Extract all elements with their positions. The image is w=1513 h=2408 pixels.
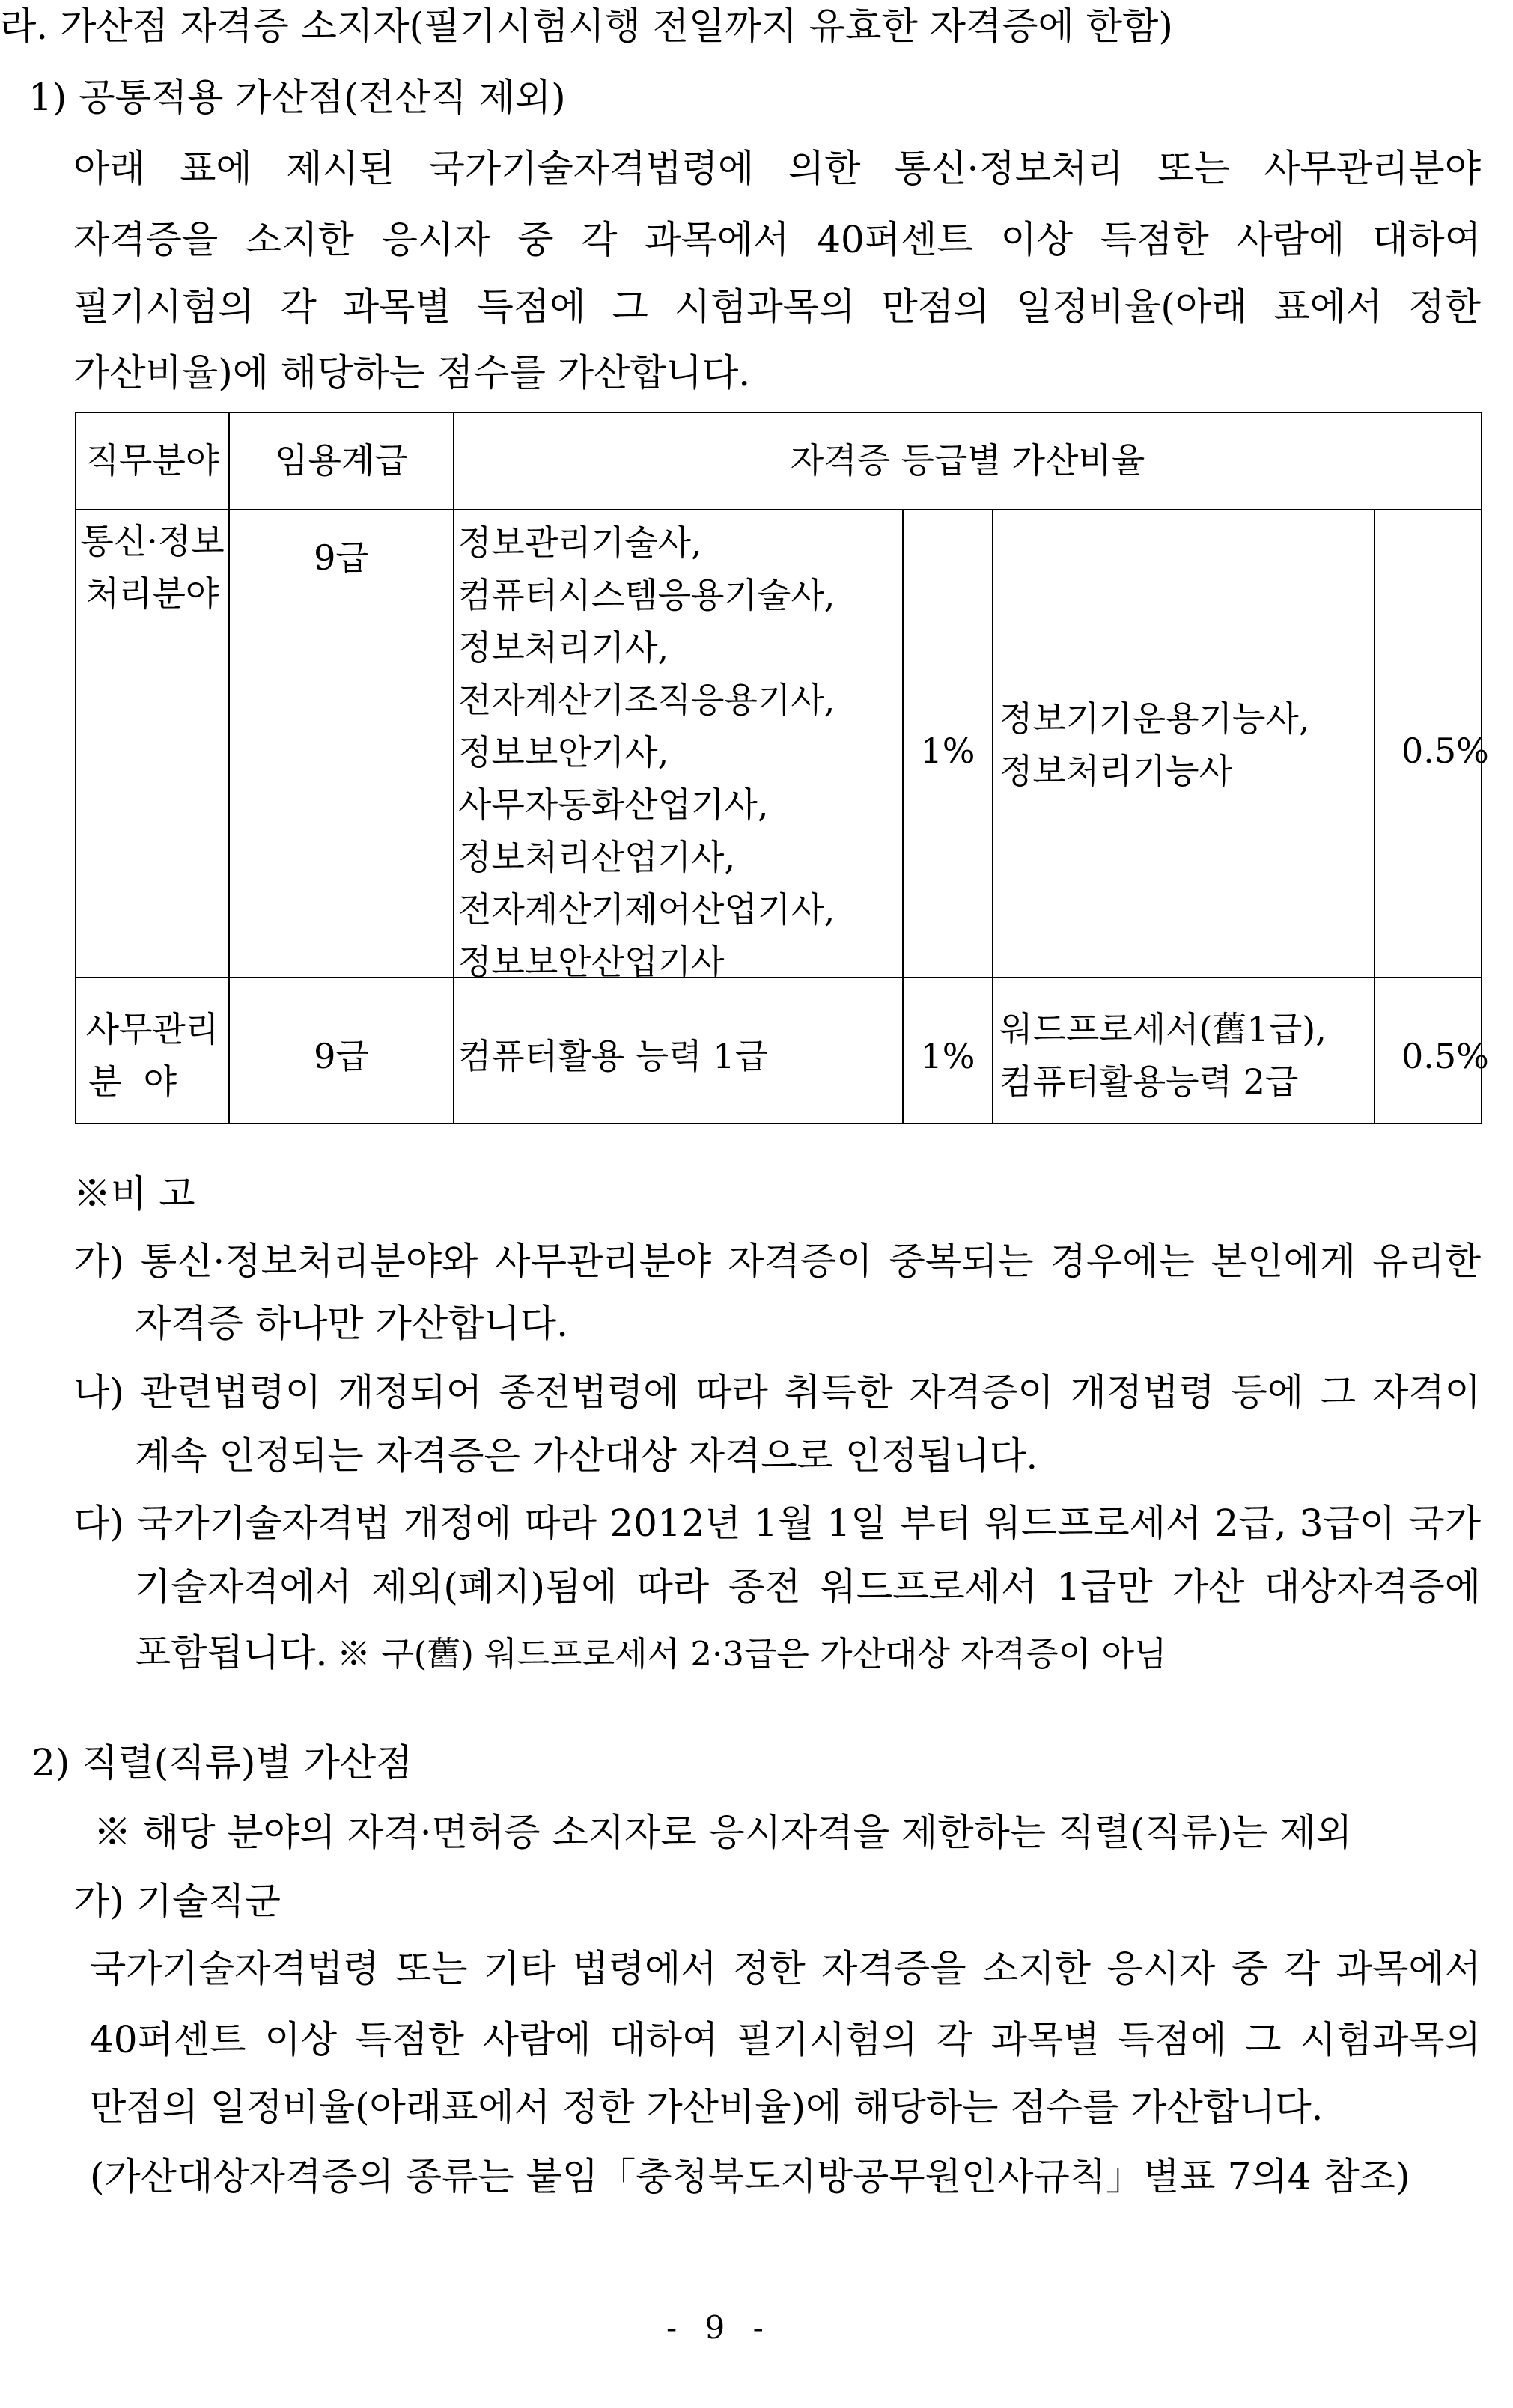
row2-field-line-1: 사무관리 bbox=[85, 1009, 219, 1049]
row2-grade: 9급 bbox=[314, 1036, 369, 1076]
row1-field-line-2: 처리분야 bbox=[85, 573, 219, 614]
common-para-line-1: 아래 표에 제시된 국가기술자격법령에 의한 통신·정보처리 또는 사무관리분야 bbox=[73, 147, 1481, 190]
header-grade: 임용계급 bbox=[275, 440, 408, 481]
row1-cert-a-1: 정보관리기술사, bbox=[458, 522, 702, 563]
table-col-divider-2 bbox=[453, 412, 454, 1124]
job-sub-heading: 가) 기술직군 bbox=[73, 1880, 281, 1923]
table-header-divider bbox=[75, 509, 1482, 510]
row1-cert-a-7: 정보처리산업기사, bbox=[458, 837, 736, 877]
table-col-divider-1 bbox=[228, 412, 230, 1124]
row1-cert-a-2: 컴퓨터시스템응용기술사, bbox=[458, 575, 835, 615]
bonus-ratio-table bbox=[75, 412, 1489, 1160]
row2-field-line-2: 분 야 bbox=[88, 1061, 177, 1102]
table-col-divider-4 bbox=[992, 509, 993, 1124]
table-row-divider bbox=[75, 977, 1482, 978]
row1-cert-a-9: 정보보안산업기사 bbox=[458, 942, 725, 982]
job-heading: 2) 직렬(직류)별 가산점 bbox=[31, 1741, 413, 1784]
row2-cert-b-1: 워드프로세서(舊1급), bbox=[999, 1009, 1327, 1049]
page-number: - 9 - bbox=[666, 2309, 773, 2346]
remark-da-line-1: 다) 국가기술자격법 개정에 따라 2012년 1월 1일 부터 워드프로세서 2급, 3급이 국가 bbox=[73, 1502, 1481, 1545]
job-para-line-1: 국가기술자격법령 또는 기타 법령에서 정한 자격증을 소지한 응시자 중 각 과목에서 bbox=[90, 1947, 1481, 1990]
remark-da-note: ※ 구(舊) 워드프로세서 2·3급은 가산대상 자격증이 아님 bbox=[337, 1634, 1167, 1674]
job-note: ※ 해당 분야의 자격·면허증 소지자로 응시자격을 제한하는 직렬(직류)는 제외 bbox=[94, 1811, 1353, 1854]
remarks-title: ※비 고 bbox=[73, 1172, 195, 1216]
remark-da-line-2: 기술자격에서 제외(폐지)됨에 따라 종전 워드프로세서 1급만 가산 대상자격증에 bbox=[135, 1565, 1481, 1609]
common-para-line-2: 자격증을 소지한 응시자 중 각 과목에서 40퍼센트 이상 득점한 사람에 대하여 bbox=[73, 218, 1481, 261]
row2-cert-a-1: 컴퓨터활용 능력 1급 bbox=[458, 1036, 768, 1076]
row1-cert-b-1: 정보기기운용기능사, bbox=[999, 698, 1310, 739]
row1-cert-a-5: 정보보안기사, bbox=[458, 732, 669, 772]
job-para-line-4: (가산대상자격증의 종류는 붙임「충청북도지방공무원인사규칙」별표 7의4 참조) bbox=[90, 2155, 1410, 2198]
row1-cert-b-2: 정보처리기능사 bbox=[999, 751, 1233, 791]
header-ratio: 자격증 등급별 가산비율 bbox=[790, 440, 1145, 481]
section-title: 라. 가산점 자격증 소지자(필기시험시행 전일까지 유효한 자격증에 한함) bbox=[0, 4, 1173, 48]
common-para-line-4: 가산비율)에 해당하는 점수를 가산합니다. bbox=[73, 351, 751, 394]
row1-field-line-1: 통신·정보 bbox=[80, 521, 225, 561]
row1-cert-a-3: 정보처리기사, bbox=[458, 627, 669, 668]
row1-cert-a-4: 전자계산기조직응용기사, bbox=[458, 680, 835, 720]
row2-ratio-a: 1% bbox=[920, 1036, 975, 1076]
job-para-line-3: 만점의 일정비율(아래표에서 정한 가산비율)에 해당하는 점수를 가산합니다. bbox=[90, 2085, 1324, 2129]
table-col-divider-5 bbox=[1374, 509, 1375, 1124]
remark-na-line-1: 나) 관련법령이 개정되어 종전법령에 따라 취득한 자격증이 개정법령 등에 그 자격이 bbox=[73, 1371, 1481, 1414]
remark-da-line-3: 포함됩니다. bbox=[135, 1631, 328, 1674]
row1-cert-a-8: 전자계산기제어산업기사, bbox=[458, 889, 835, 930]
remark-ga-line-2: 자격증 하나만 가산합니다. bbox=[135, 1302, 568, 1345]
row2-ratio-b: 0.5% bbox=[1401, 1036, 1489, 1076]
common-para-line-3: 필기시험의 각 과목별 득점에 그 시험과목의 만점의 일정비율(아래 표에서 정한 bbox=[73, 285, 1481, 329]
row2-cert-b-2: 컴퓨터활용능력 2급 bbox=[999, 1061, 1299, 1102]
table-border-top bbox=[75, 412, 1482, 413]
row1-cert-a-6: 사무자동화산업기사, bbox=[458, 784, 769, 825]
remark-ga-line-1: 가) 통신·정보처리분야와 사무관리분야 자격증이 중복되는 경우에는 본인에게 유리한 bbox=[73, 1240, 1481, 1283]
row1-ratio-b: 0.5% bbox=[1401, 731, 1489, 771]
header-field: 직무분야 bbox=[85, 440, 219, 481]
row1-ratio-a: 1% bbox=[920, 731, 975, 771]
job-para-line-2: 40퍼센트 이상 득점한 사람에 대하여 필기시험의 각 과목별 득점에 그 시험과목의 bbox=[90, 2018, 1481, 2061]
common-heading: 1) 공통적용 가산점(전산직 제외) bbox=[28, 76, 566, 119]
remark-na-line-2: 계속 인정되는 자격증은 가산대상 자격으로 인정됩니다. bbox=[135, 1434, 1038, 1478]
row1-grade: 9급 bbox=[314, 537, 369, 578]
table-border-bottom bbox=[75, 1123, 1482, 1124]
